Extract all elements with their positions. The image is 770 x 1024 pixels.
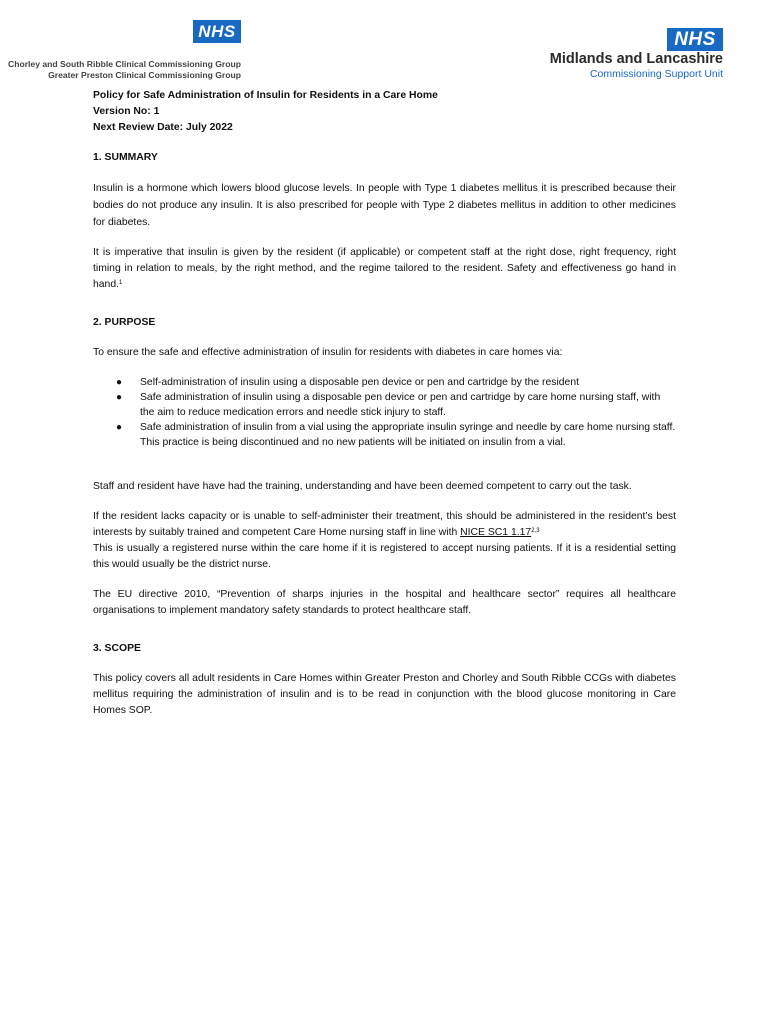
nhs-logo-left: NHS	[193, 20, 241, 43]
bullet-icon: ●	[116, 392, 123, 403]
review-date: Next Review Date: July 2022	[93, 122, 233, 133]
list-item	[116, 420, 676, 450]
list-item-text: Self-administration of insulin using a disposable pen device or pen and cartridge by the resident	[140, 377, 579, 388]
list-item-text: Safe administration of insulin from a vial using the appropriate insulin syringe and needle by care home nursing staff. This practice is being discontinued and no new patients will be initiated on insulin from a vial.	[140, 422, 676, 448]
summary-heading: 1. SUMMARY	[93, 152, 158, 163]
footnote-ref-2-3: 2,3	[531, 528, 540, 534]
list-item	[116, 390, 676, 420]
nurse-paragraph: This is usually a registered nurse within the care home if it is registered to accept nursing patients. If it is a residential setting this would usually be the district nurse.	[93, 543, 676, 570]
purpose-bullet-list	[93, 375, 676, 450]
document-title: Policy for Safe Administration of Insulin for Residents in a Care Home	[93, 90, 438, 101]
bullet-icon: ●	[116, 377, 123, 388]
list-item-text: Safe administration of insulin using a disposable pen device or pen and cartridge by care home nursing staff, with the aim to reduce medication errors and needle stick injury to staff.	[140, 392, 661, 418]
purpose-intro: To ensure the safe and effective administration of insulin for residents with diabetes in care homes via:	[93, 347, 563, 358]
ccg-name-preston: Greater Preston Clinical Commissioning Group	[48, 70, 241, 80]
summary-paragraph-1: Insulin is a hormone which lowers blood glucose levels. In people with Type 1 diabetes mellitus it is prescribed because their bodies do not produce any insulin. It is also prescribed for people with Type 2 diabetes mellitus in addition to other medicines for diabetes.	[93, 183, 676, 228]
scope-heading: 3. SCOPE	[93, 643, 141, 654]
eu-directive-paragraph: The EU directive 2010, “Prevention of sharps injuries in the hospital and healthcare sector” requires all healthcare organisations to implement mandatory safety standards to protect healthcare staff.	[93, 589, 676, 616]
nhs-logo-right: NHS	[667, 28, 723, 51]
bullet-icon: ●	[116, 422, 123, 433]
nice-link[interactable]: NICE SC1 1.17	[460, 527, 532, 538]
ccg-name-chorley: Chorley and South Ribble Clinical Commissioning Group	[7, 59, 241, 69]
list-item	[116, 375, 676, 390]
version-number: Version No: 1	[93, 106, 160, 117]
csu-subtitle: Commissioning Support Unit	[589, 68, 723, 80]
summary-paragraph-2-text: It is imperative that insulin is given by the resident (if applicable) or competent staff at the right dose, right frequency, right timing in relation to meals, by the right method, and the regime tailored to the resident. Safety and effectiveness go hand in hand.	[93, 247, 676, 290]
footnote-ref-1: 1	[119, 280, 123, 286]
capacity-paragraph-text: If the resident lacks capacity or is unable to self-administer their treatment, this should be administered in the resident’s best interests by suitably trained and competent Care Home nursing staff in line with	[93, 511, 676, 538]
document-body	[93, 88, 676, 719]
scope-paragraph: This policy covers all adult residents in Care Homes within Greater Preston and Chorley and South Ribble CCGs with diabetes mellitus requiring the administration of insulin and is to be read in conjunction with the blood glucose monitoring in Care Homes SOP.	[93, 673, 676, 716]
capacity-paragraph	[93, 509, 676, 541]
summary-paragraph-2	[93, 245, 676, 293]
staff-competence-paragraph: Staff and resident have have had the training, understanding and have been deemed competent to carry out the task.	[93, 481, 632, 492]
csu-title: Midlands and Lancashire	[549, 51, 723, 67]
purpose-heading: 2. PURPOSE	[93, 317, 156, 328]
